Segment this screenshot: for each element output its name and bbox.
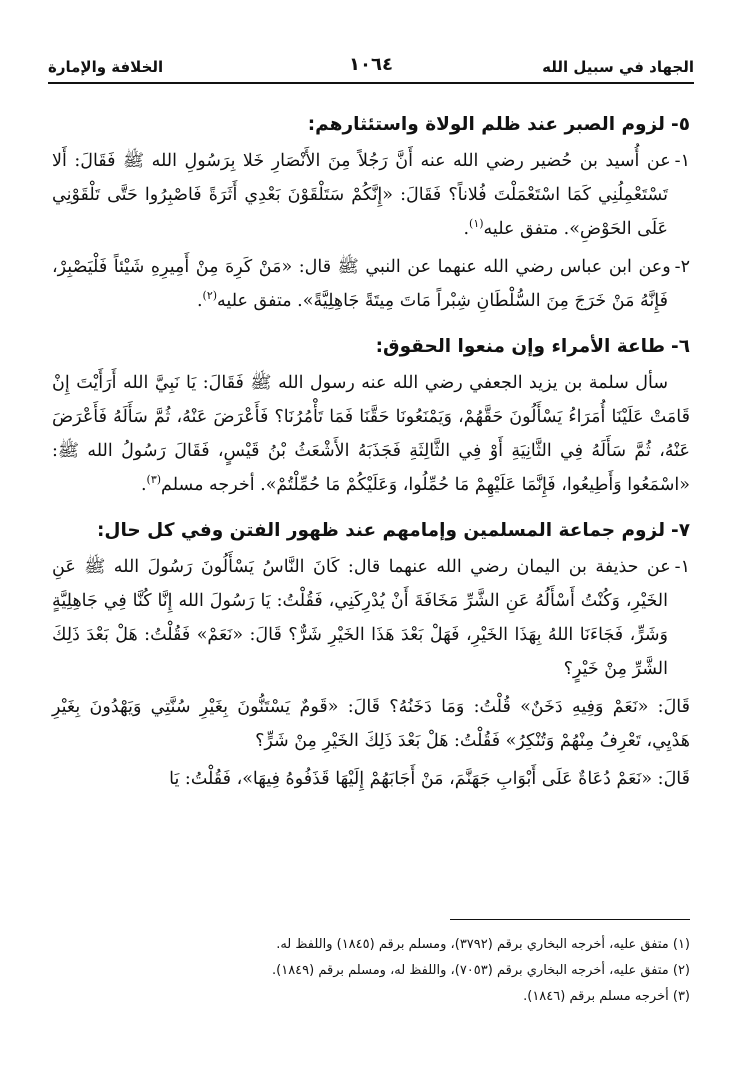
footnote-ref: (١) (469, 217, 484, 231)
hadith-continuation: قَالَ: «نَعَمْ دُعَاةٌ عَلَى أَبْوَابِ جَهَنَّمَ، مَنْ أَجَابَهُمْ إِلَيْهَا قَذَفُوهُ فِيهَا»، فَقُلْتُ: يَا (169, 769, 690, 789)
hadith-text: سأل سلمة بن يزيد الجعفي رضي الله عنه رسول الله ﷺ فَقَالَ: يَا نَبِيَّ الله أَرَأَيْتَ إِنْ قَامَتْ عَلَيْنَا أُمَرَاءُ يَسْأَلُونَ حَقَّهُمْ، وَيَمْنَعُونَا حَقَّنَا فَمَا تَأْمُرُنَا؟ فَأَعْرَضَ عَنْهُ، ثُمَّ سَأَلَهُ فَأَعْرَضَ عَنْهُ، ثُمَّ سَأَلَهُ فِي الثَّانِيَةِ أَوْ فِي الثَّالِثَةِ فَجَذَبَهُ الأَشْعَثُ بْنُ قَيْسٍ، فَقَالَ رَسُولُ الله ﷺ: «اسْمَعُوا وَأَطِيعُوا، فَإِنَّمَا عَلَيْهِمْ مَا حُمِّلُوا، وَعَلَيْكُمْ مَا حُمِّلْتُمْ». أخرجه مسلم (52, 373, 690, 495)
section-title: لزوم جماعة المسلمين وإمامهم عند ظهور الفتن وفي كل حال: (97, 520, 666, 541)
footnote-divider (450, 919, 690, 920)
section-title: لزوم الصبر عند ظلم الولاة واستئثارهم: (307, 114, 666, 135)
hadith-continuation: قَالَ: «نَعَمْ وَفِيهِ دَخَنٌ» قُلْتُ: وَمَا دَخَنُهُ؟ قَالَ: «قَومٌ يَسْتَنُّونَ بِغَيْرِ سُنَّتِي وَيَهْدُونَ بِغَيْرِ هَدْيِي، تَعْرِفُ مِنْهُمْ وَتُنْكِرُ» فَقُلْتُ: هَلْ بَعْدَ ذَلِكَ الخَيْرِ مِنْ شَرٍّ؟ (52, 697, 690, 751)
hadith-item: ٢-وعن ابن عباس رضي الله عنهما عن النبي ﷺ قال: «مَنْ كَرِهَ مِنْ أَمِيرِهِ شَيْئاً فَلْيَصْبِرْ، فَإِنَّهُ مَنْ خَرَجَ مِنَ السُّلْطَانِ شِبْراً مَاتَ مِيتَةً جَاهِلِيَّةً». متفق عليه$^{(٢)}$. (52, 257, 690, 311)
page-number: ١٠٦٤ (349, 54, 393, 75)
footnote: (٢) متفق عليه، أخرجه البخاري برقم (٧٠٥٣)، واللفظ له، ومسلم برقم (١٨٤٩). (272, 963, 690, 978)
hadith-item: ١-عن أُسيد بن حُضير رضي الله عنه أَنَّ رَجُلاً مِنَ الأَنْصَارِ خَلا بِرَسُولِ الله ﷺ فَقَالَ: أَلا تَسْتَعْمِلُنِي كَمَا اسْتَعْمَلْتَ فُلاناً؟ فَقَالَ: «إِنَّكُمْ سَتَلْقَوْنَ بَعْدِي أَثَرَةً فَاصْبِرُوا حَتَّى تَلْقَوْنِي عَلَى الحَوْضِ». متفق عليه$^{(١)}$. (52, 151, 690, 239)
hadith-text: عن حذيفة بن اليمان رضي الله عنهما قال: كَانَ النَّاسُ يَسْأَلُونَ رَسُولَ الله ﷺ عَنِ الخَيْرِ، وَكُنْتُ أَسْأَلُهُ عَنِ الشَّرِّ مَخَافَةَ أَنْ يُدْرِكَنِي، فَقُلْتُ: يَا رَسُولَ الله إِنَّا كُنَّا فِي جَاهِلِيَّةٍ وَشَرٍّ، فَجَاءَنَا اللهُ بِهَذَا الخَيْرِ، فَهَلْ بَعْدَ هَذَا الخَيْرِ شَرٌّ؟ قَالَ: «نَعَمْ» فَقُلْتُ: هَلْ بَعْدَ ذَلِكَ الشَّرِّ مِنْ خَيْرٍ؟ (52, 557, 671, 679)
section-number: ٥- (671, 114, 690, 135)
section-heading (52, 108, 690, 142)
chapter-title: الخلافة والإمارة (48, 58, 164, 76)
page-body (52, 108, 690, 800)
footnotes (52, 932, 690, 1010)
section-number: ٧- (671, 520, 690, 541)
hadith-item (52, 550, 690, 686)
item-number: ١- (674, 557, 690, 577)
item-number: ٢- (674, 257, 690, 277)
section-heading (52, 514, 690, 548)
item-number: ١- (674, 151, 690, 171)
hadith-text: وعن ابن عباس رضي الله عنهما عن النبي ﷺ قال: «مَنْ كَرِهَ مِنْ أَمِيرِهِ شَيْئاً فَلْيَصْبِرْ، فَإِنَّهُ مَنْ خَرَجَ مِنَ السُّلْطَانِ شِبْراً مَاتَ مِيتَةً جَاهِلِيَّةً». متفق عليه (52, 257, 671, 311)
footnote: (٣) أخرجه مسلم برقم (١٨٤٦). (523, 989, 690, 1004)
footnote: (١) متفق عليه، أخرجه البخاري برقم (٣٧٩٢)، ومسلم برقم (١٨٤٥) واللفظ له. (276, 937, 690, 952)
page-header (48, 48, 694, 84)
footnote-ref: (٢) (202, 289, 218, 303)
book-title: الجهاد في سبيل الله (542, 58, 694, 76)
hadith-paragraph: سأل سلمة بن يزيد الجعفي رضي الله عنه رسول الله ﷺ فَقَالَ: يَا نَبِيَّ الله أَرَأَيْتَ إِنْ قَامَتْ عَلَيْنَا أُمَرَاءُ يَسْأَلُونَ حَقَّهُمْ، وَيَمْنَعُونَا حَقَّنَا فَمَا تَأْمُرُنَا؟ فَأَعْرَضَ عَنْهُ، ثُمَّ سَأَلَهُ فَأَعْرَضَ عَنْهُ، ثُمَّ سَأَلَهُ فِي الثَّانِيَةِ أَوْ فِي الثَّالِثَةِ فَجَذَبَهُ الأَشْعَثُ بْنُ قَيْسٍ، فَقَالَ رَسُولُ الله ﷺ: «اسْمَعُوا وَأَطِيعُوا، فَإِنَّمَا عَلَيْهِمْ مَا حُمِّلُوا، وَعَلَيْكُمْ مَا حُمِّلْتُمْ». أخرجه مسلم$^{(٣)}$. (52, 373, 690, 495)
footnote-ref: (٣) (146, 473, 162, 487)
section-title: طاعة الأمراء وإن منعوا الحقوق: (375, 336, 666, 357)
section-heading (52, 330, 690, 364)
hadith-text: عن أُسيد بن حُضير رضي الله عنه أَنَّ رَجُلاً مِنَ الأَنْصَارِ خَلا بِرَسُولِ الله ﷺ فَقَالَ: أَلا تَسْتَعْمِلُنِي كَمَا اسْتَعْمَلْتَ فُلاناً؟ فَقَالَ: «إِنَّكُمْ سَتَلْقَوْنَ بَعْدِي أَثَرَةً فَاصْبِرُوا حَتَّى تَلْقَوْنِي عَلَى الحَوْضِ». متفق عليه (52, 151, 671, 239)
section-number: ٦- (671, 336, 690, 357)
